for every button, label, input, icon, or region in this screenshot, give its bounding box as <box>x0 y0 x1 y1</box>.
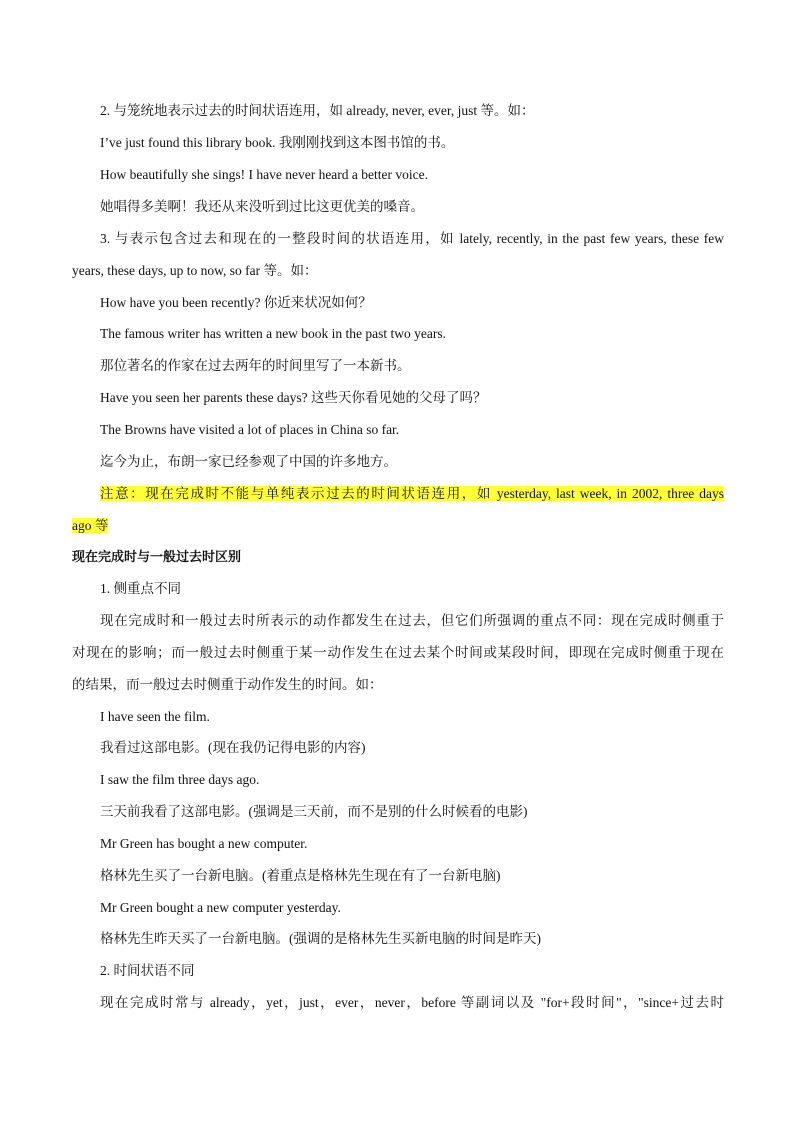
text-line: 现在完成时常与 already，yet，just，ever，never，before 等副词以及 "for+段时间"，"since+过去时 <box>100 995 724 1010</box>
text-line: 三天前我看了这部电影。(强调是三天前，而不是别的什么时候看的电影) <box>100 804 528 819</box>
note-highlight: ago 等 <box>72 518 109 533</box>
section-heading: 现在完成时与一般过去时区别 <box>72 549 242 564</box>
text-line: Have you seen her parents these days? 这些天你看见她的父母了吗？ <box>100 390 487 405</box>
text-line: How beautifully she sings! I have never heard a better voice. <box>100 167 429 182</box>
text-line: 的结果，而一般过去时侧重于动作发生的时间。如： <box>72 677 383 692</box>
text-line: 3. 与表示包含过去和现在的一整段时间的状语连用，如 lately, recently, in the past few years, these few <box>100 231 724 246</box>
text-line: years, these days, up to now, so far 等。如： <box>72 263 318 278</box>
text-line: I saw the film three days ago. <box>100 772 260 787</box>
text-line: The Browns have visited a lot of places in China so far. <box>100 422 400 437</box>
text-line: 现在完成时和一般过去时所表示的动作都发生在过去，但它们所强调的重点不同：现在完成时侧重于 <box>100 613 724 628</box>
text-line: The famous writer has written a new book in the past two years. <box>100 326 447 341</box>
note-line <box>100 484 724 504</box>
text-line: 那位著名的作家在过去两年的时间里写了一本新书。 <box>100 358 411 373</box>
text-line: 她唱得多美啊！我还从来没听到过比这更优美的嗓音。 <box>100 199 424 214</box>
text-line: I have seen the film. <box>100 709 210 724</box>
text-line: Mr Green has bought a new computer. <box>100 836 308 851</box>
text-line: 对现在的影响；而一般过去时侧重于某一动作发生在过去某个时间或某段时间，即现在完成时侧重于现在 <box>72 645 724 660</box>
text-line: 我看过这部电影。(现在我仍记得电影的内容) <box>100 740 366 755</box>
subheading: 2. 时间状语不同 <box>100 963 195 978</box>
text-line: How have you been recently? 你近来状况如何？ <box>100 295 372 310</box>
text-line: I’ve just found this library book. 我刚刚找到这本图书馆的书。 <box>100 135 455 150</box>
text-line: 格林先生昨天买了一台新电脑。(强调的是格林先生买新电脑的时间是昨天) <box>100 931 541 946</box>
text-line: Mr Green bought a new computer yesterday. <box>100 900 341 915</box>
text-line: 格林先生买了一台新电脑。(着重点是格林先生现在有了一台新电脑) <box>100 868 501 883</box>
subheading: 1. 侧重点不同 <box>100 581 181 596</box>
text-line: 2. 与笼统地表示过去的时间状语连用，如 already, never, ever, just 等。如： <box>100 103 535 118</box>
text-line: 迄今为止，布朗一家已经参观了中国的许多地方。 <box>100 454 397 469</box>
note-line <box>72 516 724 536</box>
note-highlight: 注意：现在完成时不能与单纯表示过去的时间状语连用，如 yesterday, last week, in 2002, three days <box>100 486 724 501</box>
